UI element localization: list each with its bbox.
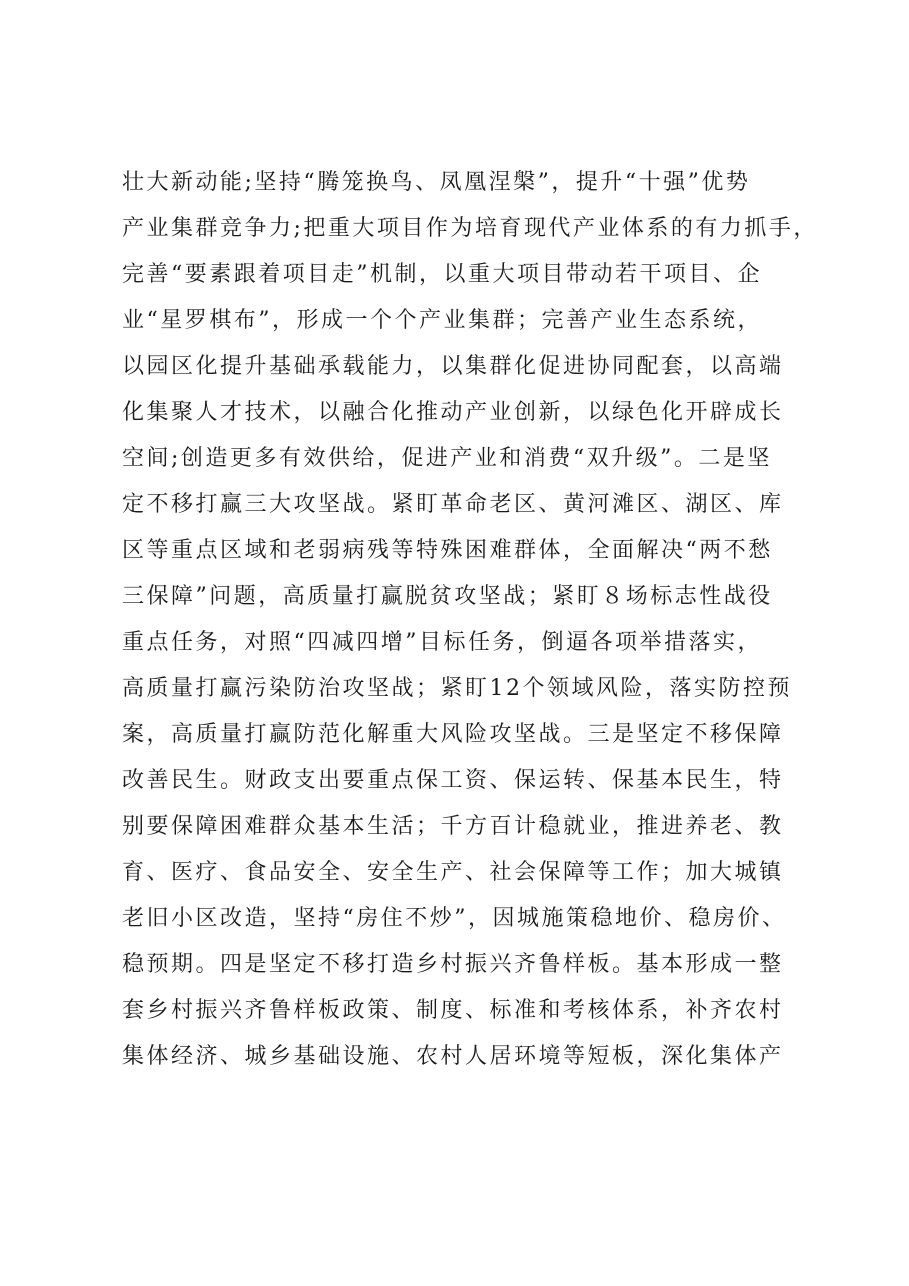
text-line: 定不移打赢三大攻坚战。紧盯革命老区、黄河滩区、湖区、库 <box>122 492 784 517</box>
text-line: 老旧小区改造，坚持“房住不炒”，因城施策稳地价、稳房价、 <box>122 906 787 931</box>
text-line: 育、医疗、食品安全、安全生产、社会保障等工作；加大城镇 <box>122 860 784 885</box>
text-line: 改善民生。财政支出要重点保工资、保运转、保基本民生，特 <box>122 768 784 793</box>
text-line: 别要保障困难群众基本生活；千方百计稳就业，推进养老、教 <box>122 814 784 839</box>
text-line: 集体经济、城乡基础设施、农村人居环境等短板，深化集体产 <box>122 1044 784 1069</box>
text-line: 稳预期。四是坚定不移打造乡村振兴齐鲁样板。基本形成一整 <box>122 952 784 977</box>
text-line: 化集聚人才技术，以融合化推动产业创新，以绿色化开辟成长 <box>122 400 784 425</box>
text-line: 套乡村振兴齐鲁样板政策、制度、标准和考核体系，补齐农村 <box>122 998 784 1023</box>
text-line: 案，高质量打赢防范化解重大风险攻坚战。三是坚定不移保障 <box>122 722 784 747</box>
text-line: 空间;创造更多有效供给，促进产业和消费“双升级”。二是坚 <box>122 446 772 471</box>
text-line: 高质量打赢污染防治攻坚战；紧盯12个领域风险，落实防控预 <box>122 676 792 701</box>
text-line: 完善“要素跟着项目走”机制，以重大项目带动若干项目、企 <box>122 262 762 287</box>
text-line: 壮大新动能;坚持“腾笼换鸟、凤凰涅槃”，提升“十强”优势 <box>122 170 751 195</box>
text-line: 重点任务，对照“四减四增”目标任务，倒逼各项举措落实， <box>122 630 762 655</box>
body-text <box>122 160 822 1080</box>
text-line: 以园区化提升基础承载能力，以集群化促进协同配套，以高端 <box>122 354 784 379</box>
text-line: 区等重点区域和老弱病残等特殊困难群体，全面解决“两不愁 <box>122 538 773 563</box>
text-line: 产业集群竞争力;把重大项目作为培育现代产业体系的有力抓手， <box>122 216 818 241</box>
text-line: 三保障”问题，高质量打赢脱贫攻坚战；紧盯８场标志性战役 <box>122 584 773 609</box>
text-line: 业“星罗棋布”，形成一个个产业集群；完善产业生态系统， <box>122 308 762 333</box>
